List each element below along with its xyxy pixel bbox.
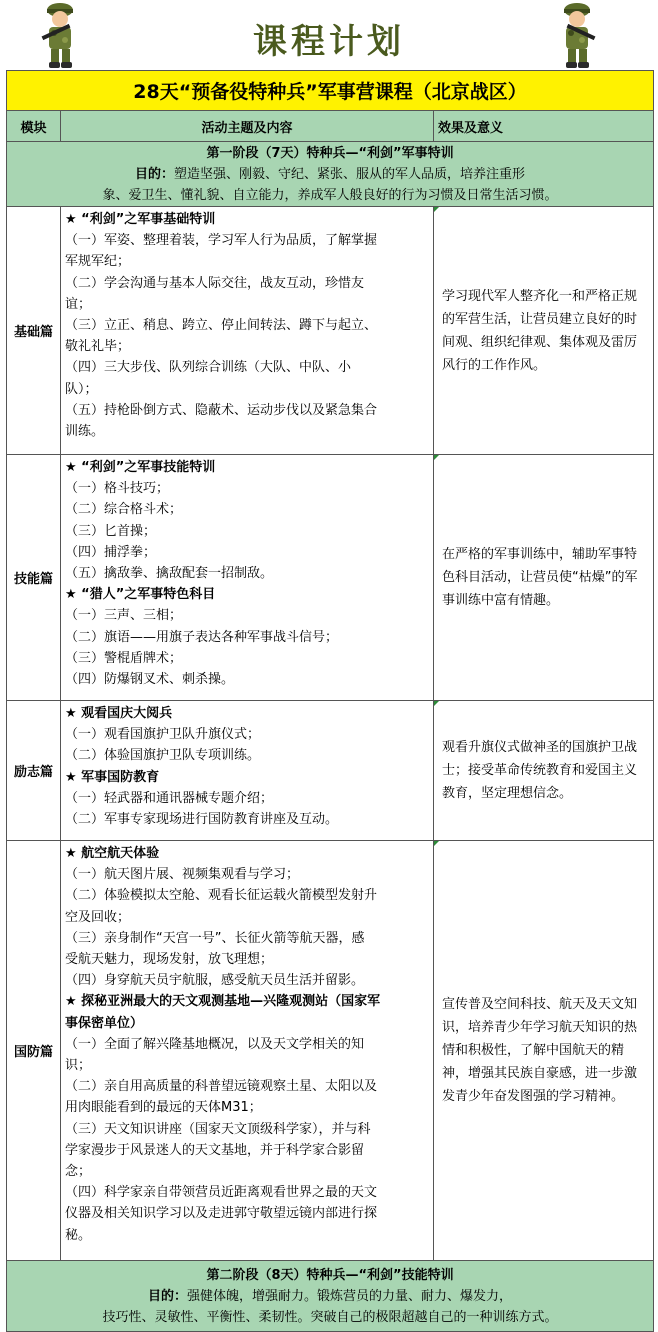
content-line: 敬礼礼毕； [65, 339, 131, 355]
content-line: 学家漫步于风景迷人的天文基地，并于科学家合影留 [65, 1142, 365, 1158]
content-line: 训练。 [65, 424, 105, 440]
phase-2-banner [7, 1261, 654, 1332]
table-row [7, 207, 654, 455]
table-row [7, 841, 654, 1261]
content-line: （三）警棍盾牌术； [65, 650, 183, 666]
course-table [6, 70, 654, 1332]
page-header [0, 0, 658, 70]
table-row [7, 455, 654, 701]
content-line: 军规军纪； [65, 254, 131, 270]
content-line: （一）军姿、整理着装，学习军人行为品质，了解掌握 [65, 233, 378, 249]
content-line: （四）三大步伐、队列综合训练（大队、中队、小 [65, 360, 352, 376]
effect-cell: 宣传普及空间科技、航天及天文知识，培养青少年学习航天知识的热情和积极性，了解中国航天的精神，增强其民族自豪感，进一步激发青少年奋发图强的学习精神。 [434, 841, 654, 1261]
content-line: （一）观看国旗护卫队升旗仪式； [65, 727, 261, 743]
content-line: （一）格斗技巧； [65, 481, 170, 497]
content-line: （二）军事专家现场进行国防教育讲座及互动。 [65, 812, 339, 828]
content-line: （一）航天图片展、视频集观看与学习； [65, 867, 300, 883]
content-line: （五）持枪卧倒方式、隐蔽术、运动步伐以及紧急集合 [65, 402, 378, 418]
content-line: 识； [65, 1058, 92, 1074]
content-line: （二）综合格斗术； [65, 502, 183, 518]
goal-label: 目的： [134, 166, 174, 182]
content-line: （四）科学家亲自带领营员近距离观看世界之最的天文 [65, 1185, 378, 1201]
content-line: 用肉眼能看到的最远的天体M31； [65, 1100, 262, 1116]
content-line: （一）轻武器和通讯器械专题介绍； [65, 790, 274, 806]
section-heading: ★ “利剑”之军事基础特训 [65, 212, 216, 227]
content-line: （四）防爆钢叉术、刺杀操。 [65, 672, 235, 688]
content-line: （二）学会沟通与基本人际交往，战友互动，珍惜友 [65, 275, 365, 291]
content-line: 队）； [65, 381, 98, 397]
course-title: 28天“预备役特种兵”军事营课程（北京战区） [7, 71, 654, 111]
content-line: （三）匕首操； [65, 523, 157, 539]
header-module: 模块 [7, 111, 61, 142]
goal-text: 象、爱卫生、懂礼貌、自立能力，养成军人般良好的行为习惯及日常生活习惯。 [102, 187, 558, 203]
content-line: 秘。 [65, 1227, 92, 1243]
phase-title: 第一阶段（7天）特种兵—“利剑”军事特训 [206, 145, 454, 161]
content-line: （三）立正、稍息、跨立、停止间转法、蹲下与起立、 [65, 318, 378, 334]
effect-cell: 在严格的军事训练中，辅助军事特色科目活动，让营员使“枯燥”的军事训练中富有情趣。 [434, 455, 654, 701]
content-line: （一）三声、三相； [65, 608, 183, 624]
content-line: （四）身穿航天员宇航服，感受航天员生活并留影。 [65, 973, 365, 989]
content-line: （一）全面了解兴隆基地概况，以及天文学相关的知 [65, 1036, 365, 1052]
soldier-icon [553, 0, 601, 70]
table-row [7, 701, 654, 841]
content-line: （三）亲身制作“天宫一号”、长征火箭等航天器，感 [65, 930, 365, 946]
content-cell [61, 455, 434, 701]
phase-title: 第二阶段（8天）特种兵—“利剑”技能特训 [206, 1267, 454, 1283]
module-cell: 基础篇 [7, 207, 61, 455]
header-content: 活动主题及内容 [61, 111, 434, 142]
goal-label: 目的： [147, 1288, 187, 1304]
content-cell [61, 841, 434, 1261]
section-heading: ★ 军事国防教育 [65, 769, 160, 785]
content-line: 念； [65, 1164, 92, 1180]
content-line: （二）亲自用高质量的科普望远镜观察土星、太阳以及 [65, 1079, 378, 1095]
content-line: （三）天文知识讲座（国家天文顶级科学家），并与科 [65, 1121, 371, 1137]
goal-text: 强健体魄，增强耐力。锻炼营员的力量、耐力、爆发力， [187, 1288, 513, 1304]
content-line: （四）捕浮拳； [65, 544, 157, 560]
content-line: 空及回收； [65, 909, 131, 925]
module-cell: 技能篇 [7, 455, 61, 701]
section-heading: ★ 探秘亚洲最大的天文观测基地—兴隆观测站（国家军 [65, 994, 381, 1010]
header-effect: 效果及意义 [434, 111, 654, 142]
content-line: （二）体验模拟太空舱、观看长征运载火箭模型发射升 [65, 888, 378, 904]
content-line: 受航天魅力，现场发射，放飞理想； [65, 952, 274, 968]
section-heading: 事保密单位） [65, 1015, 144, 1031]
effect-cell: 观看升旗仪式做神圣的国旗护卫战士；接受革命传统教育和爱国主义教育，坚定理想信念。 [434, 701, 654, 841]
content-line: （二）体验国旗护卫队专项训练。 [65, 748, 261, 764]
content-line: 谊； [65, 296, 92, 312]
phase-1-banner [7, 142, 654, 207]
content-line: （五）擒敌拳、擒敌配套一招制敌。 [65, 566, 274, 582]
effect-cell: 学习现代军人整齐化一和严格正规的军营生活，让营员建立良好的时间观、组织纪律观、集体观及雷厉风行的工作作风。 [434, 207, 654, 455]
content-cell [61, 701, 434, 841]
table-header-row [7, 111, 654, 142]
content-line: 仪器及相关知识学习以及走进郭守敬望远镜内部进行探 [65, 1206, 378, 1222]
section-heading: ★ “猎人”之军事特色科目 [65, 587, 216, 603]
section-heading: ★ “利剑”之军事技能特训 [65, 460, 216, 475]
module-cell: 励志篇 [7, 701, 61, 841]
goal-text: 塑造坚强、刚毅、守纪、紧张、服从的军人品质，培养注重形 [174, 166, 526, 182]
module-cell: 国防篇 [7, 841, 61, 1261]
section-heading: ★ 观看国庆大阅兵 [65, 706, 173, 721]
goal-text: 技巧性、灵敏性、平衡性、柔韧性。突破自己的极限超越自己的一种训练方式。 [102, 1309, 558, 1325]
content-line: （二）旗语——用旗子表达各种军事战斗信号； [65, 629, 339, 645]
section-heading: ★ 航空航天体验 [65, 846, 160, 861]
content-cell [61, 207, 434, 455]
page-title: 课程计划 [253, 22, 405, 62]
